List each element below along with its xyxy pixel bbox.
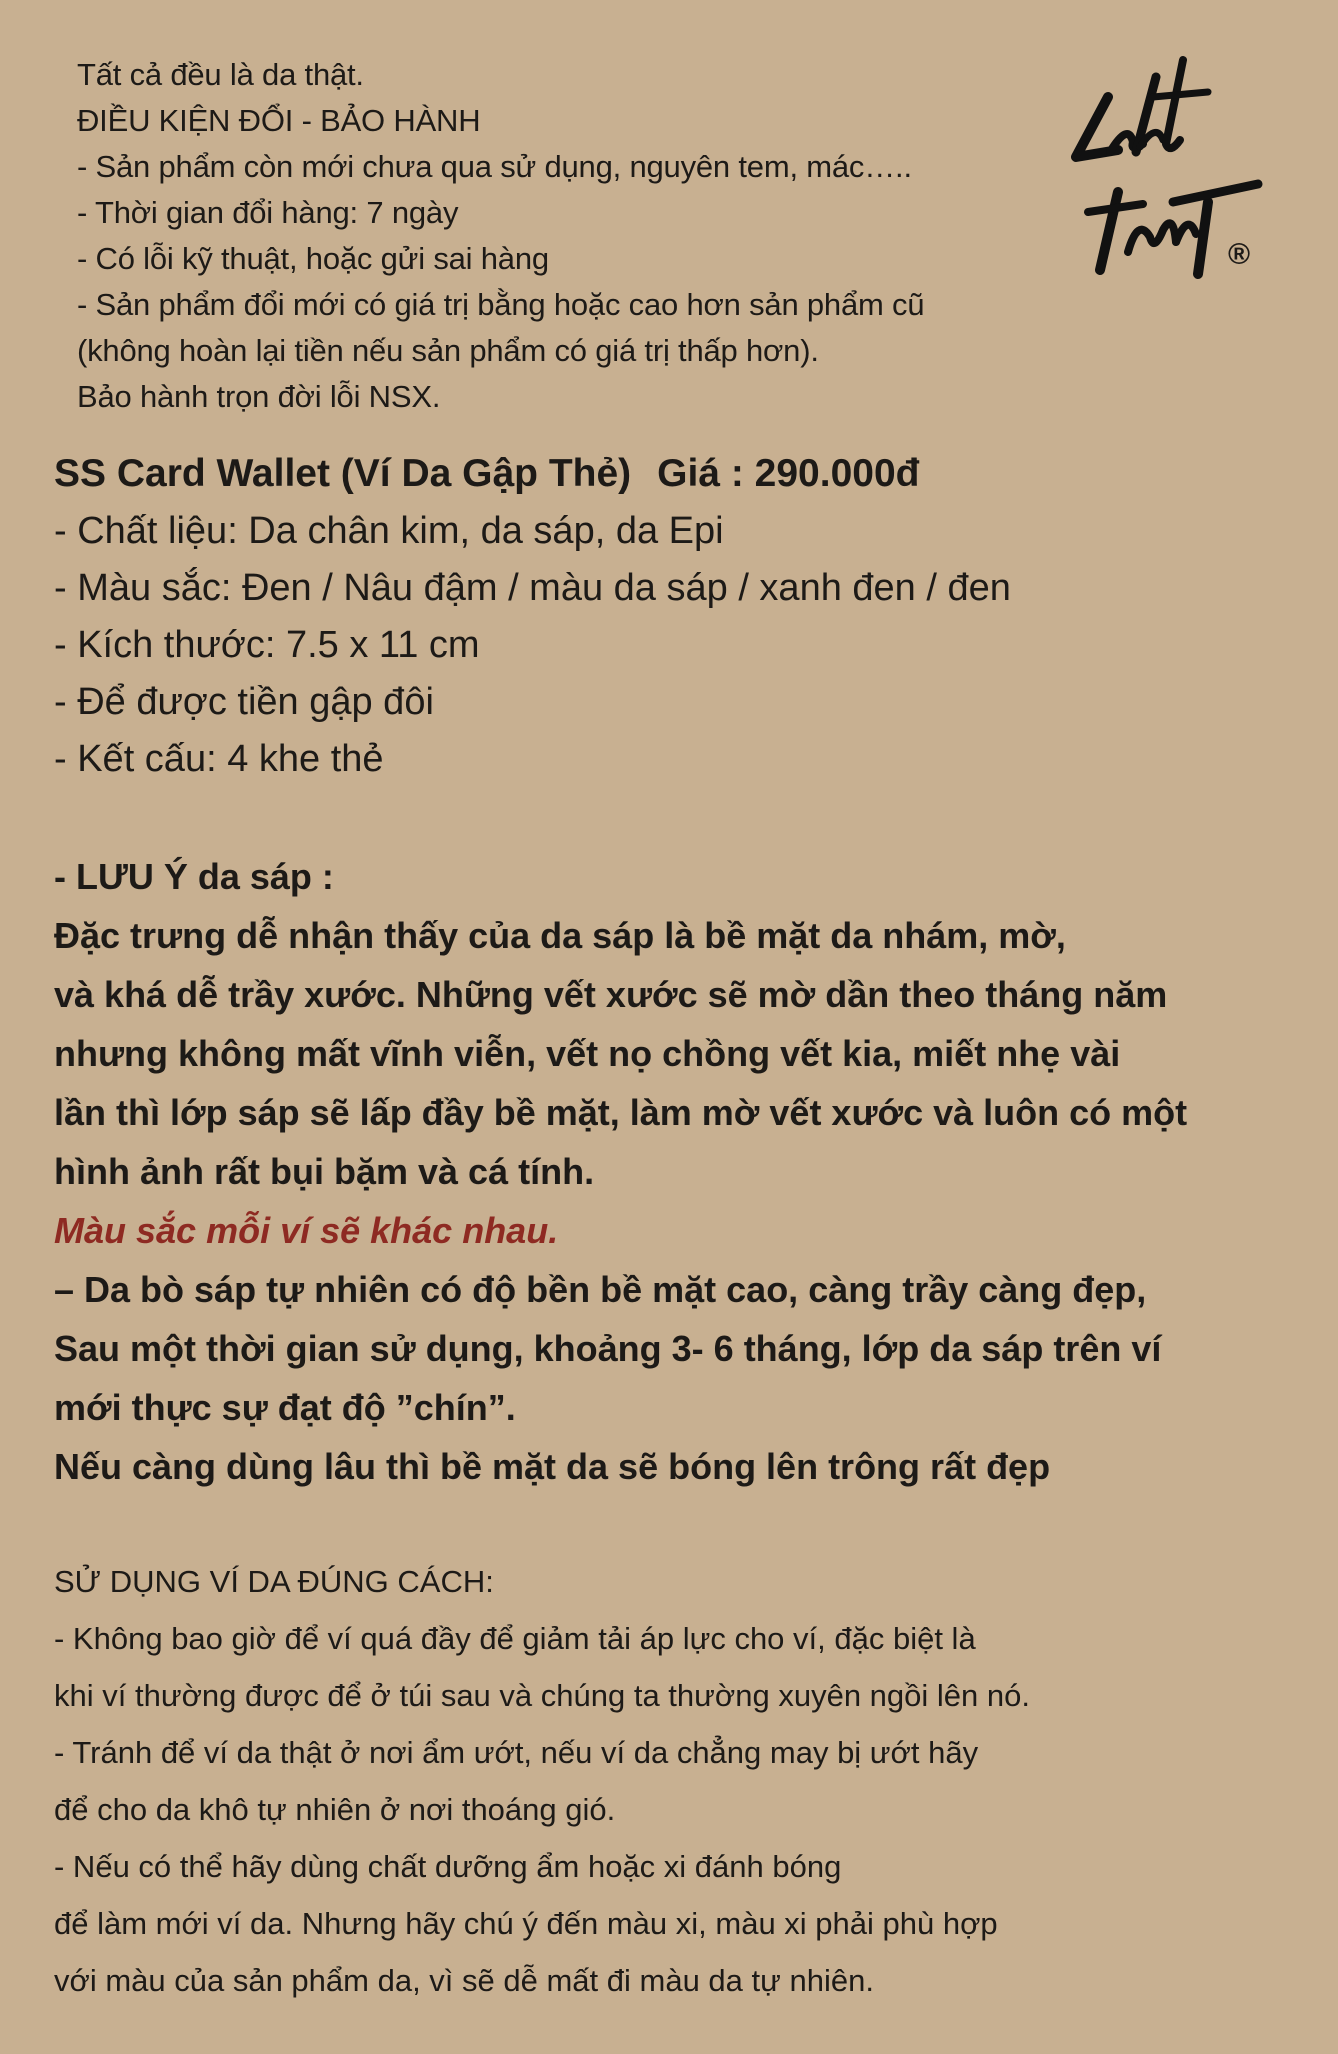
color-variation-note: Màu sắc mỗi ví sẽ khác nhau.: [54, 1210, 559, 1251]
usage-guide-section: [54, 1553, 1294, 2009]
product-heading: [54, 445, 1294, 503]
note-line: nhưng không mất vĩnh viễn, vết nọ chồng vết kia, miết nhẹ vài: [54, 1033, 1121, 1074]
note-line: – Da bò sáp tự nhiên có độ bền bề mặt cao, càng trầy càng đẹp,: [54, 1269, 1147, 1310]
warranty-line: Bảo hành trọn đời lỗi NSX.: [77, 379, 441, 414]
usage-line: - Không bao giờ để ví quá đầy để giảm tải áp lực cho ví, đặc biệt là: [54, 1621, 976, 1656]
registered-trademark-icon: ®: [1228, 238, 1251, 271]
note-line: và khá dễ trầy xước. Những vết xước sẽ mờ dần theo tháng năm: [54, 974, 1168, 1015]
warranty-line: - Sản phẩm còn mới chưa qua sử dụng, nguyên tem, mác…..: [77, 149, 912, 184]
warranty-line: Tất cả đều là da thật.: [77, 57, 364, 92]
usage-line: với màu của sản phẩm da, vì sẽ dễ mất đi màu da tự nhiên.: [54, 1963, 874, 1998]
usage-line: để cho da khô tự nhiên ở nơi thoáng gió.: [54, 1792, 616, 1827]
product-spec: - Chất liệu: Da chân kim, da sáp, da Epi: [54, 510, 724, 552]
usage-title: SỬ DỤNG VÍ DA ĐÚNG CÁCH:: [54, 1564, 494, 1599]
signature-logo-icon: [1058, 52, 1288, 292]
warranty-section: [77, 52, 1037, 420]
product-spec: - Kích thước: 7.5 x 11 cm: [54, 624, 480, 666]
usage-line: - Nếu có thể hãy dùng chất dưỡng ẩm hoặc xi đánh bóng: [54, 1849, 842, 1884]
usage-line: để làm mới ví da. Nhưng hãy chú ý đến màu xi, màu xi phải phù hợp: [54, 1906, 998, 1941]
warranty-line: - Có lỗi kỹ thuật, hoặc gửi sai hàng: [77, 241, 549, 276]
note-line: Nếu càng dùng lâu thì bề mặt da sẽ bóng lên trông rất đẹp: [54, 1446, 1051, 1487]
note-line: mới thực sự đạt độ ”chín”.: [54, 1387, 516, 1428]
warranty-line: (không hoàn lại tiền nếu sản phẩm có giá trị thấp hơn).: [77, 333, 819, 368]
note-line: lần thì lớp sáp sẽ lấp đầy bề mặt, làm mờ vết xước và luôn có một: [54, 1092, 1188, 1133]
product-spec: - Để được tiền gập đôi: [54, 681, 434, 723]
note-line: hình ảnh rất bụi bặm và cá tính.: [54, 1151, 595, 1192]
warranty-line: - Thời gian đổi hàng: 7 ngày: [77, 195, 459, 230]
product-name: SS Card Wallet (Ví Da Gập Thẻ): [54, 452, 632, 495]
warranty-line: ĐIỀU KIỆN ĐỔI - BẢO HÀNH: [77, 103, 481, 138]
product-spec: - Màu sắc: Đen / Nâu đậm / màu da sáp / xanh đen / đen: [54, 567, 1011, 609]
note-line: Sau một thời gian sử dụng, khoảng 3- 6 tháng, lớp da sáp trên ví: [54, 1328, 1162, 1369]
warranty-line: - Sản phẩm đổi mới có giá trị bằng hoặc cao hơn sản phẩm cũ: [77, 287, 925, 322]
product-spec: - Kết cấu: 4 khe thẻ: [54, 738, 384, 780]
wax-leather-note: [54, 847, 1314, 1496]
product-section: [54, 445, 1294, 788]
usage-line: khi ví thường được để ở túi sau và chúng ta thường xuyên ngồi lên nó.: [54, 1678, 1030, 1713]
note-title: - LƯU Ý da sáp :: [54, 856, 334, 897]
note-line: Đặc trưng dễ nhận thấy của da sáp là bề mặt da nhám, mờ,: [54, 915, 1066, 956]
usage-line: - Tránh để ví da thật ở nơi ẩm ướt, nếu ví da chẳng may bị ướt hãy: [54, 1735, 979, 1770]
product-price: Giá : 290.000đ: [657, 452, 920, 495]
